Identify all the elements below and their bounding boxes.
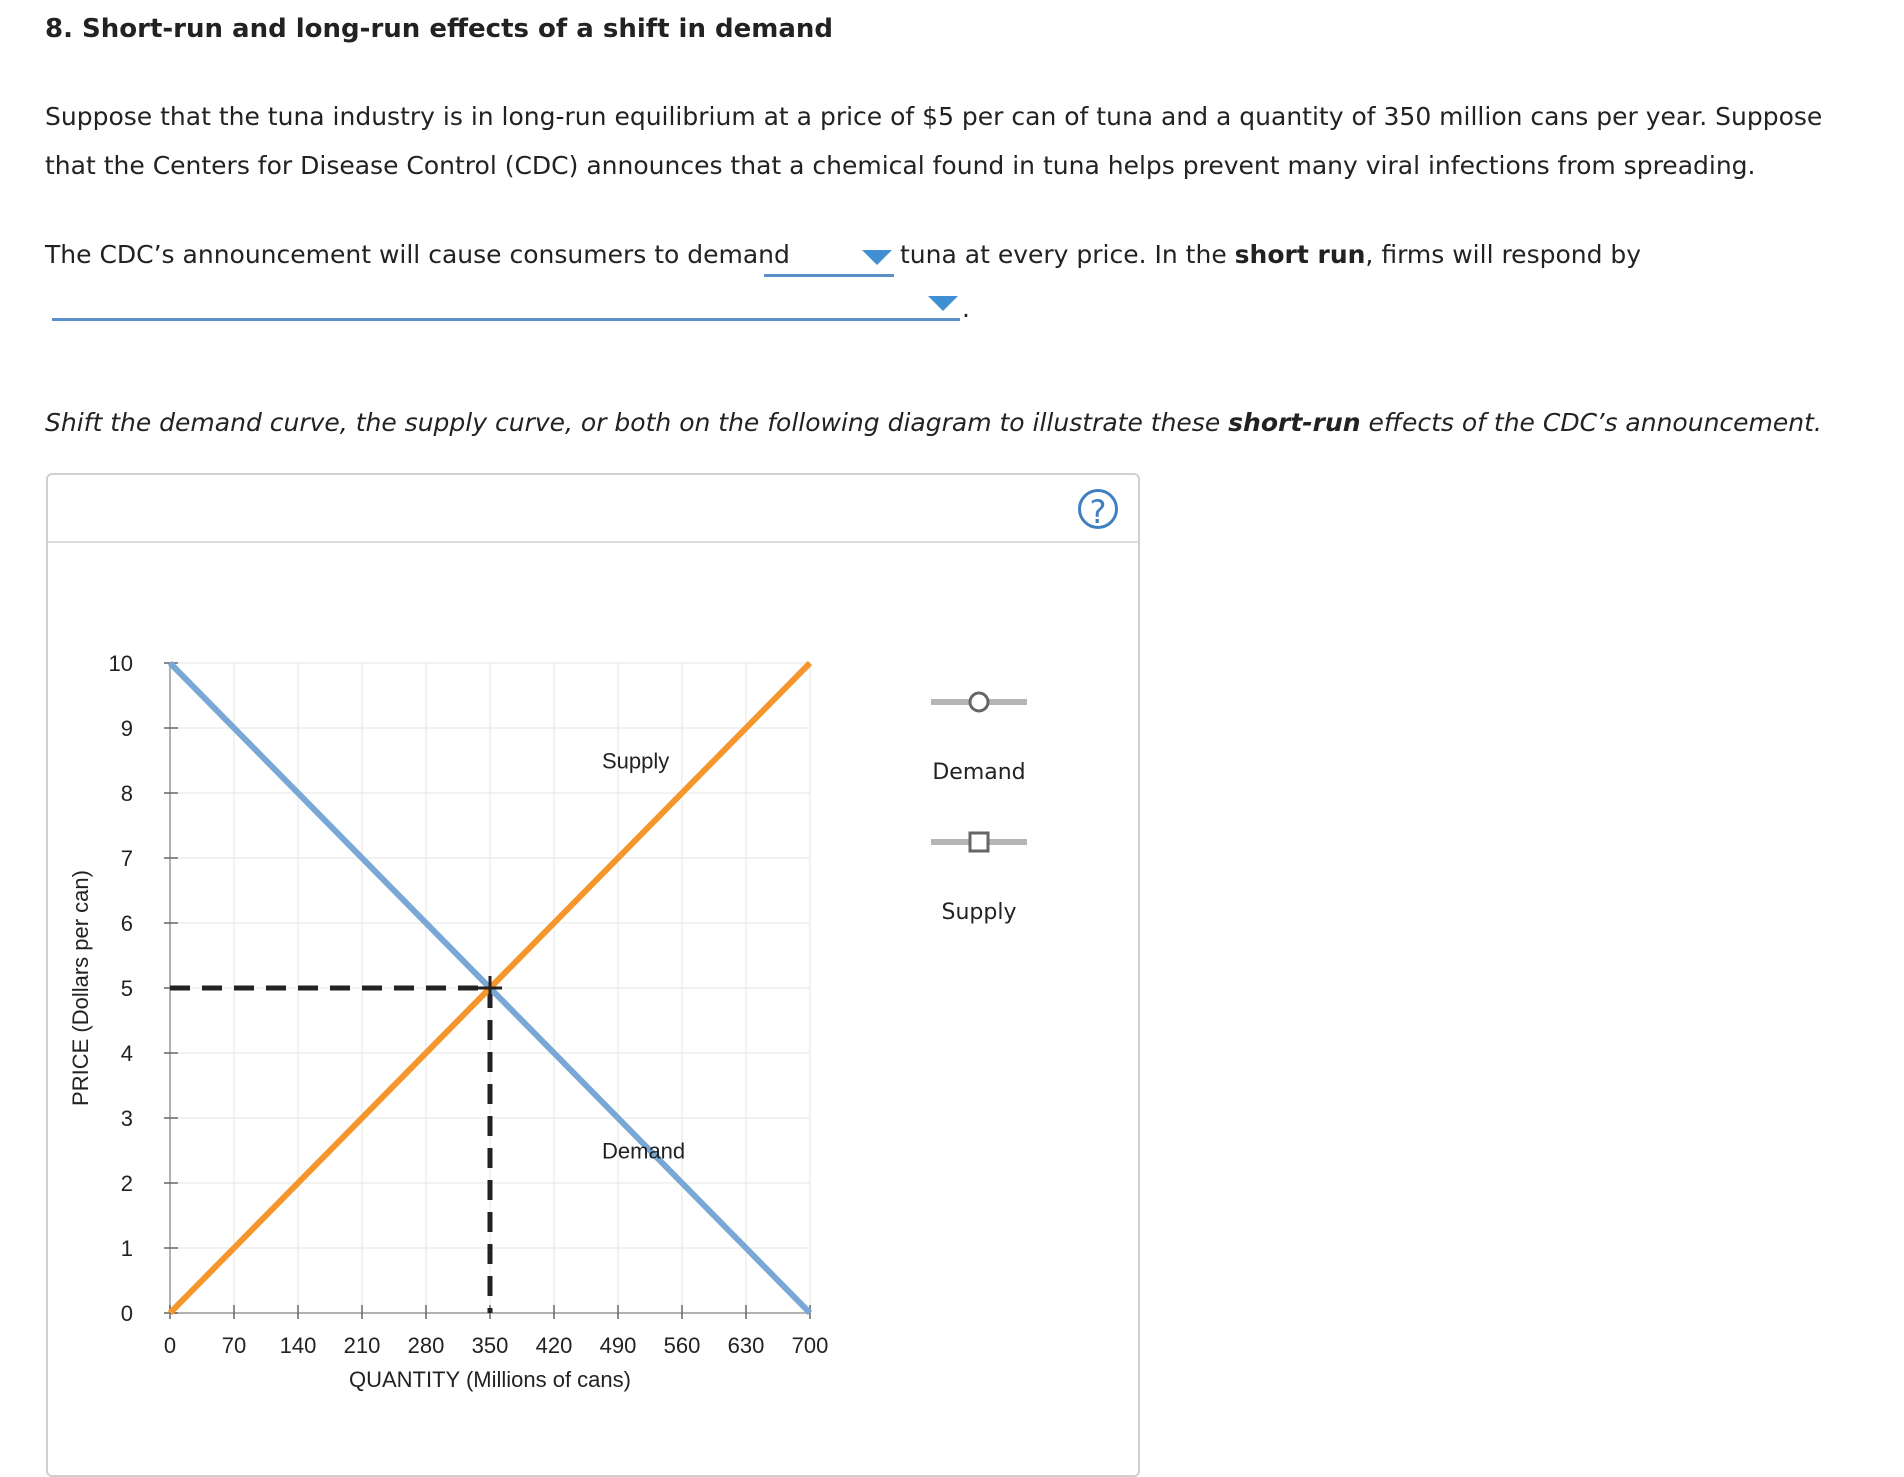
legend-supply-square-icon[interactable] bbox=[970, 833, 988, 851]
x-tick-label: 560 bbox=[663, 1333, 701, 1358]
sentence-period: . bbox=[962, 294, 970, 323]
sentence-part-2-pre: tuna at every price. In the bbox=[900, 240, 1235, 269]
y-tick-label: 3 bbox=[120, 1106, 133, 1131]
y-tick-label: 9 bbox=[120, 716, 133, 741]
instruction-pre: Shift the demand curve, the supply curve, or both on the following diagram to illustrate these bbox=[45, 408, 1229, 437]
x-tick-label: 490 bbox=[599, 1333, 637, 1358]
sentence-part-2-post: , firms will respond by bbox=[1365, 240, 1642, 269]
short-run-bold: short run bbox=[1234, 240, 1366, 269]
y-axis-label: PRICE (Dollars per can) bbox=[68, 870, 93, 1106]
y-tick-label: 1 bbox=[120, 1236, 133, 1261]
y-tick-label: 7 bbox=[120, 846, 133, 871]
y-tick-label: 0 bbox=[120, 1301, 133, 1326]
instruction-bold: short-run bbox=[1228, 408, 1361, 437]
x-tick-label: 70 bbox=[221, 1333, 247, 1358]
curve-label-supply: Supply bbox=[602, 748, 670, 774]
x-tick-label: 350 bbox=[471, 1333, 509, 1358]
y-tick-label: 6 bbox=[120, 911, 133, 936]
x-tick-label: 210 bbox=[343, 1333, 381, 1358]
x-tick-label: 280 bbox=[407, 1333, 445, 1358]
legend-demand-label: Demand bbox=[932, 760, 1026, 785]
y-tick-label: 8 bbox=[120, 781, 133, 806]
y-tick-label: 4 bbox=[120, 1041, 133, 1066]
y-tick-label: 10 bbox=[108, 651, 133, 676]
x-tick-label: 140 bbox=[279, 1333, 317, 1358]
x-tick-label: 420 bbox=[535, 1333, 573, 1358]
y-tick-label: 5 bbox=[120, 976, 133, 1001]
x-axis-label: QUANTITY (Millions of cans) bbox=[349, 1367, 631, 1392]
x-tick-label: 0 bbox=[163, 1333, 177, 1358]
y-tick-label: 2 bbox=[120, 1171, 133, 1196]
legend-demand-circle-icon[interactable] bbox=[970, 693, 988, 711]
sentence-part-1: The CDC’s announcement will cause consumers to demand bbox=[45, 240, 790, 269]
legend-supply-label: Supply bbox=[941, 900, 1017, 925]
question-paragraph: Suppose that the tuna industry is in long-run equilibrium at a price of $5 per can of tuna and a quantity of 350 million cans per year. Suppose that the Centers for Disease Control (CDC) announces that a chemical found in tuna helps prevent many viral infections from spreading. bbox=[45, 102, 1823, 180]
x-tick-label: 630 bbox=[727, 1333, 765, 1358]
curve-label-demand: Demand bbox=[602, 1138, 686, 1164]
instruction-post: effects of the CDC’s announcement. bbox=[1360, 408, 1822, 437]
help-icon[interactable]: ? bbox=[1078, 489, 1118, 529]
question-title: 8. Short-run and long-run effects of a shift in demand bbox=[45, 14, 834, 44]
x-tick-label: 700 bbox=[791, 1333, 829, 1358]
